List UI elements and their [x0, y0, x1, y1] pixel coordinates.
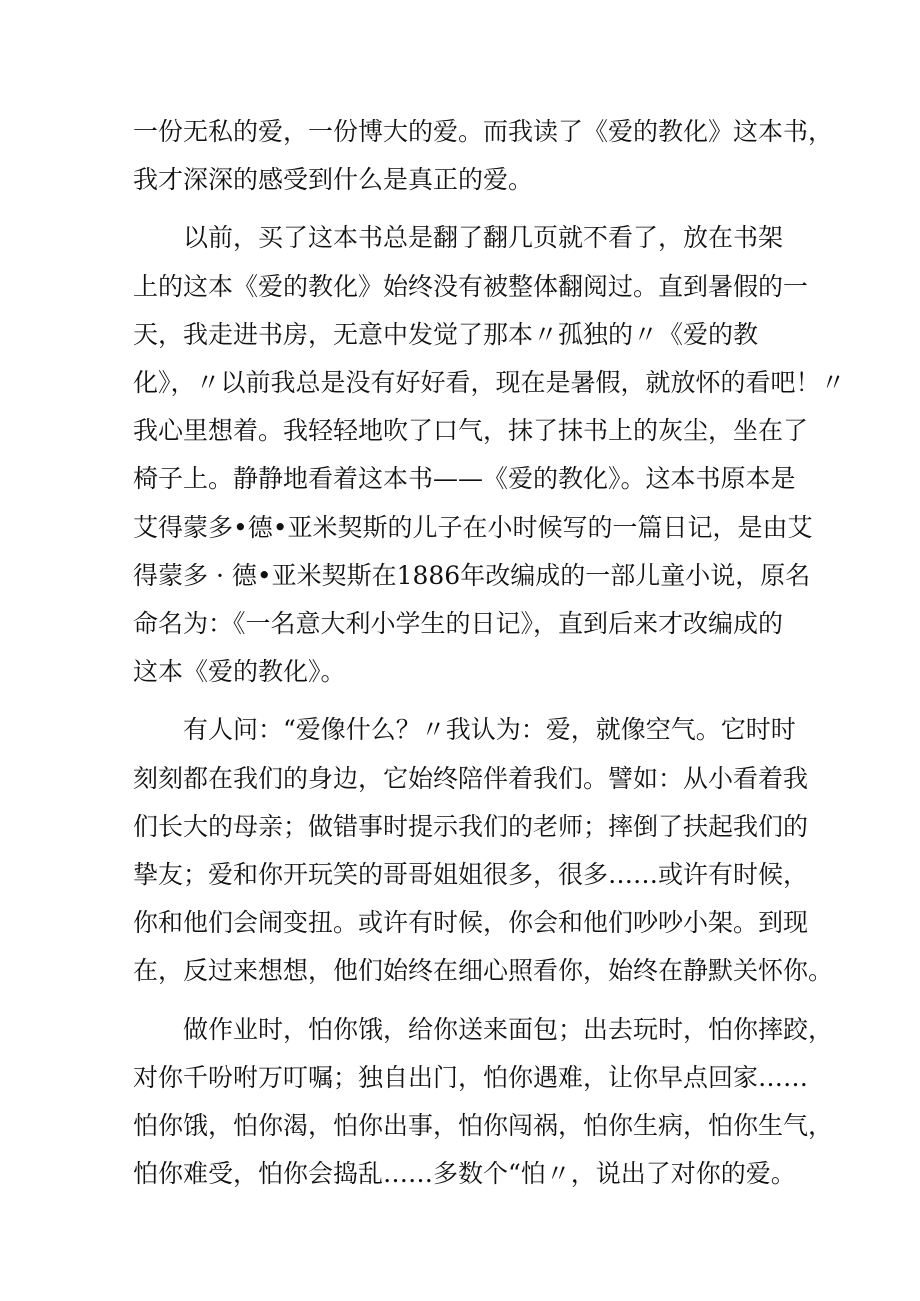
paragraph-gap	[133, 696, 793, 706]
paragraph-3	[133, 706, 834, 995]
text-line: 这本《爱的教化》。	[133, 657, 346, 687]
document-body	[133, 108, 846, 1198]
text-line: 化》，〃以前我总是没有好好看，现在是暑假，就放怀的看吧！〃	[133, 368, 846, 398]
text-line: 怕你难受，怕你会捣乱……多数个“怕〃，说出了对你的爱。	[133, 1159, 796, 1189]
text-line: 命名为：《一名意大利小学生的日记》，直到后来才改编成的	[133, 609, 784, 639]
paragraph-2	[133, 214, 846, 696]
text-line: 艾得蒙多•德•亚米契斯的儿子在小时候写的一篇日记，是由艾	[133, 512, 813, 542]
text-line: 有人问：“爱像什么？〃我认为：爱，就像空气。它时时	[133, 715, 796, 745]
paragraph-gap	[133, 204, 793, 214]
paragraph-1	[133, 108, 834, 204]
text-line: 挚友；爱和你开玩笑的哥哥姐姐很多，很多……或许有时候，	[133, 860, 809, 890]
text-line: 一份无私的爱，一份博大的爱。而我读了《爱的教化》这本书，	[133, 117, 834, 146]
text-line: 你和他们会闹变扭。或许有时候，你会和他们吵吵小架。到现	[133, 908, 809, 938]
text-line: 天，我走进书房，无意中发觉了那本〃孤独的〃《爱的教	[133, 319, 759, 349]
text-line: 得蒙多 · 德•亚米契斯在1886年改编成的一部儿童小说，原名	[133, 560, 811, 590]
text-line: 怕你饿，怕你渴，怕你出事，怕你闯祸，怕你生病，怕你生气，	[133, 1111, 834, 1141]
text-line: 在，反过来想想，他们始终在细心照看你，始终在静默关怀你。	[133, 956, 834, 986]
text-line: 对你千吩咐万叮嘱；独自出门，怕你遇难，让你早点回家……	[133, 1062, 809, 1092]
text-line: 椅子上。静静地看着这本书——《爱的教化》。这本书原本是	[133, 464, 796, 494]
text-line: 们长大的母亲；做错事时提示我们的老师；摔倒了扶起我们的	[133, 811, 809, 841]
paragraph-gap	[133, 996, 793, 1006]
text-line: 刻刻都在我们的身边，它始终陪伴着我们。譬如：从小看着我	[133, 763, 809, 793]
text-line: 我心里想着。我轻轻地吹了口气，抹了抹书上的灰尘，坐在了	[133, 416, 809, 446]
text-line: 上的这本《爱的教化》始终没有被整体翻阅过。直到暑假的一	[133, 271, 809, 301]
text-line: 以前，买了这本书总是翻了翻几页就不看了，放在书架	[133, 223, 784, 253]
text-line: 做作业时，怕你饿，给你送来面包；出去玩时，怕你摔跤，	[133, 1014, 834, 1044]
text-line: 我才深深的感受到什么是真正的爱。	[133, 165, 534, 195]
paragraph-4	[133, 1006, 834, 1199]
